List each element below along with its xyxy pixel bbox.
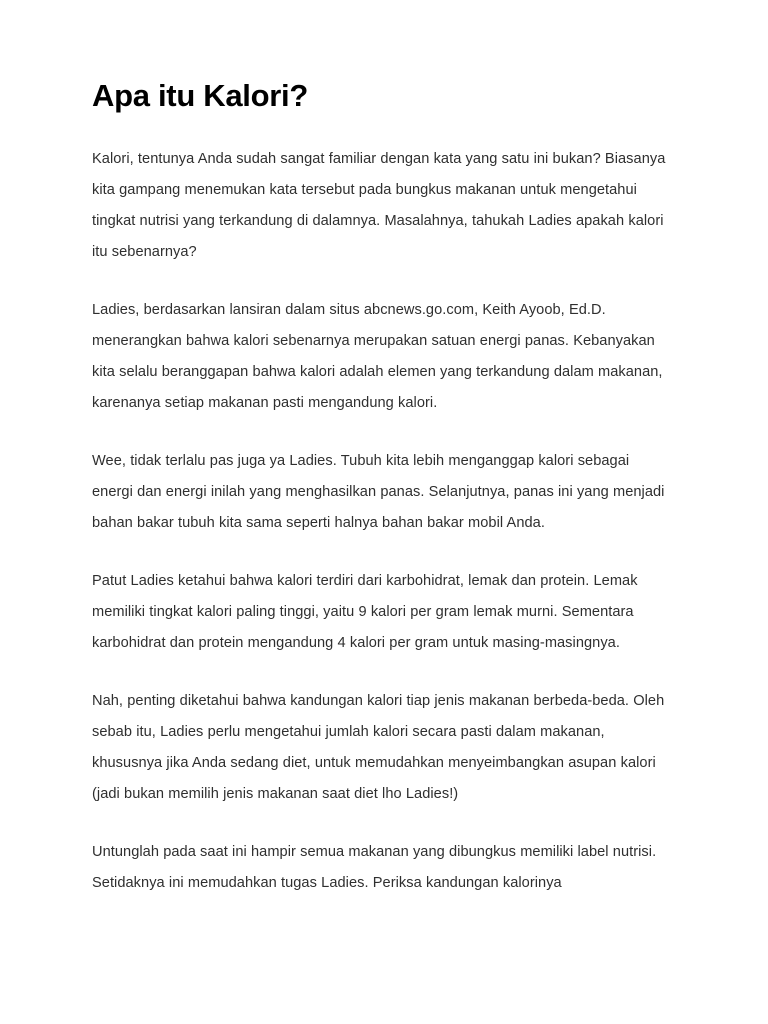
paragraph: Kalori, tentunya Anda sudah sangat familiar dengan kata yang satu ini bukan? Biasanya kita gampang menemukan kata tersebut pada bungkus makanan untuk mengetahui tingkat nutrisi yang terkandung di dalamnya. Masalahnya, tahukah Ladies apakah kalori itu sebenarnya?: [92, 151, 666, 260]
article-text: [92, 144, 672, 899]
paragraph: Ladies, berdasarkan lansiran dalam situs abcnews.go.com, Keith Ayoob, Ed.D. menerangkan bahwa kalori sebenarnya merupakan satuan energi panas. Kebanyakan kita selalu beranggapan bahwa kalori adalah elemen yang terkandung dalam makanan, karenanya setiap makanan pasti mengandung kalori.: [92, 302, 663, 411]
paragraph: Nah, penting diketahui bahwa kandungan kalori tiap jenis makanan berbeda-beda. Oleh sebab itu, Ladies perlu mengetahui jumlah kalori secara pasti dalam makanan, khususnya jika Anda sedang diet, untuk memudahkan menyeimbangkan asupan kalori (jadi bukan memilih jenis makanan saat diet lho Ladies!): [92, 693, 665, 802]
paragraph: Untunglah pada saat ini hampir semua makanan yang dibungkus memiliki label nutrisi. Setidaknya ini memudahkan tugas Ladies. Periksa kandungan kalorinya: [92, 844, 657, 891]
document-body: [92, 0, 672, 899]
paragraph: Wee, tidak terlalu pas juga ya Ladies. Tubuh kita lebih menganggap kalori sebagai energi dan energi inilah yang menghasilkan panas. Selanjutnya, panas ini yang menjadi bahan bakar tubuh kita sama seperti halnya bahan bakar mobil Anda.: [92, 453, 665, 531]
page-title: Apa itu Kalori?: [92, 78, 308, 113]
paragraph: Patut Ladies ketahui bahwa kalori terdiri dari karbohidrat, lemak dan protein. Lemak memiliki tingkat kalori paling tinggi, yaitu 9 kalori per gram lemak murni. Sementara karbohidrat dan protein mengandung 4 kalori per gram untuk masing-masingnya.: [92, 573, 638, 651]
